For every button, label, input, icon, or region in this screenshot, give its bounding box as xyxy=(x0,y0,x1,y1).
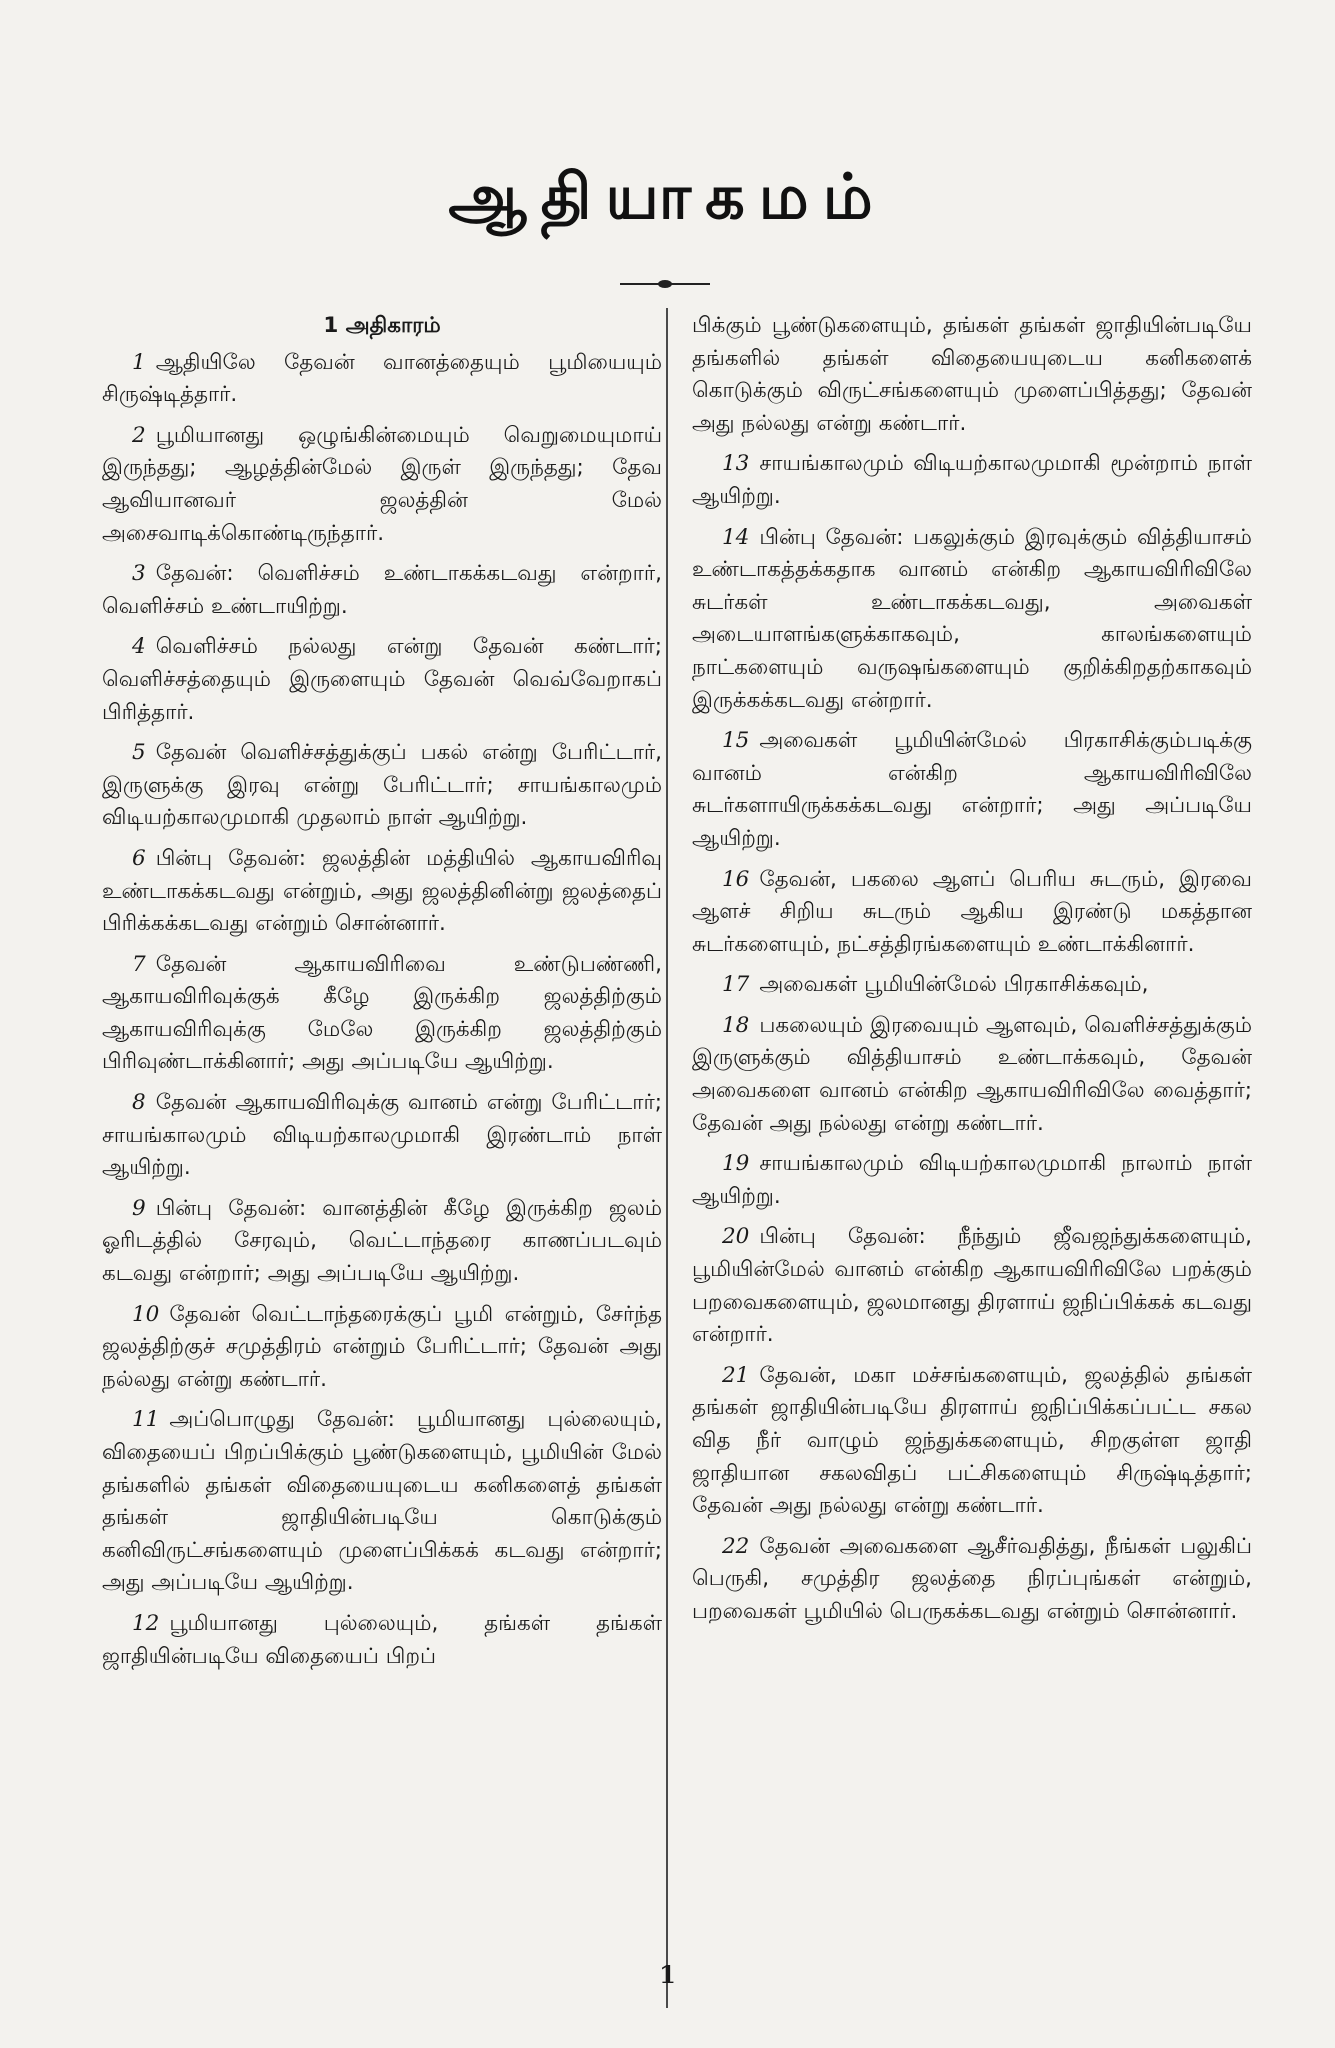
verse xyxy=(692,1221,1252,1351)
chapter-heading: 1 அதிகாரம் xyxy=(323,313,441,338)
verse-text: தேவன்: வெளிச்சம் உண்டாகக்கடவது என்றார், வெளிச்சம் உண்டாயிற்று. xyxy=(102,561,662,619)
verse-text: தேவன், பகலை ஆளப் பெரிய சுடரும், இரவை ஆளச் சிறிய சுடரும் ஆகிய இரண்டு மகத்தான சுடர்களையும், நட்சத்திரங்களையும் உண்டாக்கினார். xyxy=(692,866,1252,957)
page-number: 1 xyxy=(659,1960,676,1989)
verse-number: 19 xyxy=(722,1151,750,1177)
verse-text: தேவன் அவைகளை ஆசீர்வதித்து, நீங்கள் பலுகிப் பெருகி, சமுத்திர ஜலத்தை நிரப்புங்கள் என்றும், பறவைகள் பூமியில் பெருகக்கடவது என்றும் சொன்னார். xyxy=(692,1533,1252,1624)
verse-number: 7 xyxy=(132,951,146,977)
verse xyxy=(102,1404,662,1600)
verse-number: 21 xyxy=(722,1362,750,1388)
right-column xyxy=(692,310,1252,1637)
verse xyxy=(692,1010,1252,1140)
verse-text: அப்பொழுது தேவன்: பூமியானது புல்லையும், விதையைப் பிறப்பிக்கும் பூண்டுகளையும், பூமியின் மேல் தங்களில் தங்கள் விதையையுடைய கனிகளைத் தங்கள் தங்கள் ஜாதியின்படியே கொடுக்கும் கனிவிருட்சங்களையும் முளைப்பிக்கக் கடவது என்றார்; அது அப்படியே ஆயிற்று. xyxy=(102,1407,662,1596)
verse-text: தேவன், மகா மச்சங்களையும், ஜலத்தில் தங்கள் தங்கள் ஜாதியின்படியே திரளாய் ஜநிப்பிக்கப்பட்ட சகல வித நீர் வாழும் ஜந்துக்களையும், சிறகுள்ள ஜாதி ஜாதியான சகலவிதப் பட்சிகளையும் சிருஷ்டித்தார்; தேவன் அது நல்லது என்று கண்டார். xyxy=(692,1362,1252,1519)
verse-number: 14 xyxy=(722,524,750,550)
verse-number: 5 xyxy=(132,740,146,766)
verse-number: 15 xyxy=(722,728,750,754)
verse-text: அவைகள் பூமியின்மேல் பிரகாசிக்கவும், xyxy=(759,972,1149,998)
verse xyxy=(692,864,1252,962)
verse-number: 2 xyxy=(132,422,146,448)
verse-text: தேவன் வெட்டாந்தரைக்குப் பூமி என்றும், சேர்ந்த ஜலத்திற்குச் சமுத்திரம் என்றும் பேரிட்டார்; தேவன் அது நல்லது என்று கண்டார். xyxy=(102,1301,662,1392)
verse-number: 1 xyxy=(132,349,146,375)
title-ornament xyxy=(620,280,710,288)
verse-text: பின்பு தேவன்: நீந்தும் ஜீவஜந்துக்களையும், பூமியின்மேல் வானம் என்கிற ஆகாயவிரிவிலே பறக்கும் பறவைகளையும், ஜலமானது திரளாய் ஜநிப்பிக்கக் கடவது என்றார். xyxy=(692,1224,1252,1348)
ornament-dot xyxy=(658,280,672,288)
verse xyxy=(102,1299,662,1397)
book-title: ஆதியாகமம் xyxy=(448,160,887,233)
verse xyxy=(102,949,662,1079)
verse xyxy=(692,969,1252,1002)
verse xyxy=(102,631,662,729)
verse-number: 8 xyxy=(132,1090,146,1116)
verse-text: பின்பு தேவன்: பகலுக்கும் இரவுக்கும் வித்தியாசம் உண்டாகத்தக்கதாக வானம் என்கிற ஆகாயவிரிவிலே சுடர்கள் உண்டாகக்கடவது, அவைகள் அடையாளங்களுக்காகவும், காலங்களையும் நாட்களையும் வருஷங்களையும் குறிக்கிறதற்காகவும் இருக்கக்கடவது என்றார். xyxy=(692,524,1252,713)
verse xyxy=(102,1087,662,1185)
verse xyxy=(692,1531,1252,1629)
verse xyxy=(102,737,662,835)
verse-number: 6 xyxy=(132,845,146,871)
verse xyxy=(102,1193,662,1291)
verse-number: 22 xyxy=(722,1533,750,1559)
verse-text: பின்பு தேவன்: ஜலத்தின் மத்தியில் ஆகாயவிரிவு உண்டாகக்கடவது என்றும், அது ஜலத்தினின்று ஜலத்தைப் பிரிக்கக்கடவது என்றும் சொன்னார். xyxy=(102,845,662,937)
verse xyxy=(102,558,662,623)
verse-number: 17 xyxy=(722,972,750,998)
verse xyxy=(692,1360,1252,1523)
column-divider xyxy=(666,308,668,2008)
verse-text: பகலையும் இரவையும் ஆளவும், வெளிச்சத்துக்கும் இருளுக்கும் வித்தியாசம் உண்டாக்கவும், தேவன் அவைகளை வானம் என்கிற ஆகாயவிரிவிலே வைத்தார்; தேவன் அது நல்லது என்று கண்டார். xyxy=(692,1012,1252,1136)
left-verse-list xyxy=(102,347,662,1674)
verse-text: பின்பு தேவன்: வானத்தின் கீழே இருக்கிற ஜலம் ஓரிடத்தில் சேரவும், வெட்டாந்தரை காணப்படவும் கடவது என்றார்; அது அப்படியே ஆயிற்று. xyxy=(102,1195,662,1287)
verse-continuation: பிக்கும் பூண்டுகளையும், தங்கள் தங்கள் ஜாதியின்படியே தங்களில் தங்கள் விதையையுடைய கனிகளைக் கொடுக்கும் விருட்சங்களையும் முளைப்பித்தது; தேவன் அது நல்லது என்று கண்டார். xyxy=(692,313,1252,436)
verse xyxy=(692,1148,1252,1213)
verse-text: அவைகள் பூமியின்மேல் பிரகாசிக்கும்படிக்கு வானம் என்கிற ஆகாயவிரிவிலே சுடர்களாயிருக்கக்கடவது என்றார்; அது அப்படியே ஆயிற்று. xyxy=(692,728,1252,851)
verse-text: தேவன் வெளிச்சத்துக்குப் பகல் என்று பேரிட்டார், இருளுக்கு இரவு என்று பேரிட்டார்; சாயங்காலமும் விடியற்காலமுமாகி முதலாம் நாள் ஆயிற்று. xyxy=(102,740,662,831)
verse-number: 11 xyxy=(132,1407,160,1433)
left-column xyxy=(102,310,662,1681)
verse-number: 9 xyxy=(132,1195,146,1221)
verse xyxy=(102,420,662,550)
verse-number: 18 xyxy=(722,1012,750,1038)
verse xyxy=(692,522,1252,718)
verse-text: ஆதியிலே தேவன் வானத்தையும் பூமியையும் சிருஷ்டித்தார். xyxy=(102,349,662,408)
verse-number: 13 xyxy=(722,451,750,477)
verse-text: சாயங்காலமும் விடியற்காலமுமாகி மூன்றாம் நாள் ஆயிற்று. xyxy=(692,451,1252,509)
verse-text: சாயங்காலமும் விடியற்காலமுமாகி நாலாம் நாள் ஆயிற்று. xyxy=(692,1151,1252,1209)
verse xyxy=(102,1608,662,1673)
verse xyxy=(102,843,662,941)
verse-number: 16 xyxy=(722,866,750,892)
verse-text: தேவன் ஆகாயவிரிவை உண்டுபண்ணி, ஆகாயவிரிவுக்குக் கீழே இருக்கிற ஜலத்திற்கும் ஆகாயவிரிவுக்கு மேலே இருக்கிற ஜலத்திற்கும் பிரிவுண்டாக்கினார்; அது அப்படியே ஆயிற்று. xyxy=(102,951,662,1075)
verse-number: 12 xyxy=(132,1610,160,1636)
verse xyxy=(102,347,662,412)
verse-text: வெளிச்சம் நல்லது என்று தேவன் கண்டார்; வெளிச்சத்தையும் இருளையும் தேவன் வெவ்வேறாகப் பிரித்தார். xyxy=(102,634,662,725)
verse-number: 10 xyxy=(132,1301,160,1327)
verse-number: 20 xyxy=(722,1224,750,1250)
verse-number: 3 xyxy=(132,561,146,587)
verse-text: பூமியானது ஒழுங்கின்மையும் வெறுமையுமாய் இருந்தது; ஆழத்தின்மேல் இருள் இருந்தது; தேவ ஆவியானவர் ஜலத்தின் மேல் அசைவாடிக்கொண்டிருந்தார். xyxy=(102,422,662,546)
right-verse-list xyxy=(692,448,1252,1628)
verse-text: தேவன் ஆகாயவிரிவுக்கு வானம் என்று பேரிட்டார்; சாயங்காலமும் விடியற்காலமுமாகி இரண்டாம் நாள் ஆயிற்று. xyxy=(102,1090,662,1181)
verse xyxy=(692,448,1252,513)
verse xyxy=(692,725,1252,855)
verse-text: பூமியானது புல்லையும், தங்கள் தங்கள் ஜாதியின்படியே விதையைப் பிறப் xyxy=(102,1610,662,1669)
verse-number: 4 xyxy=(132,634,146,660)
